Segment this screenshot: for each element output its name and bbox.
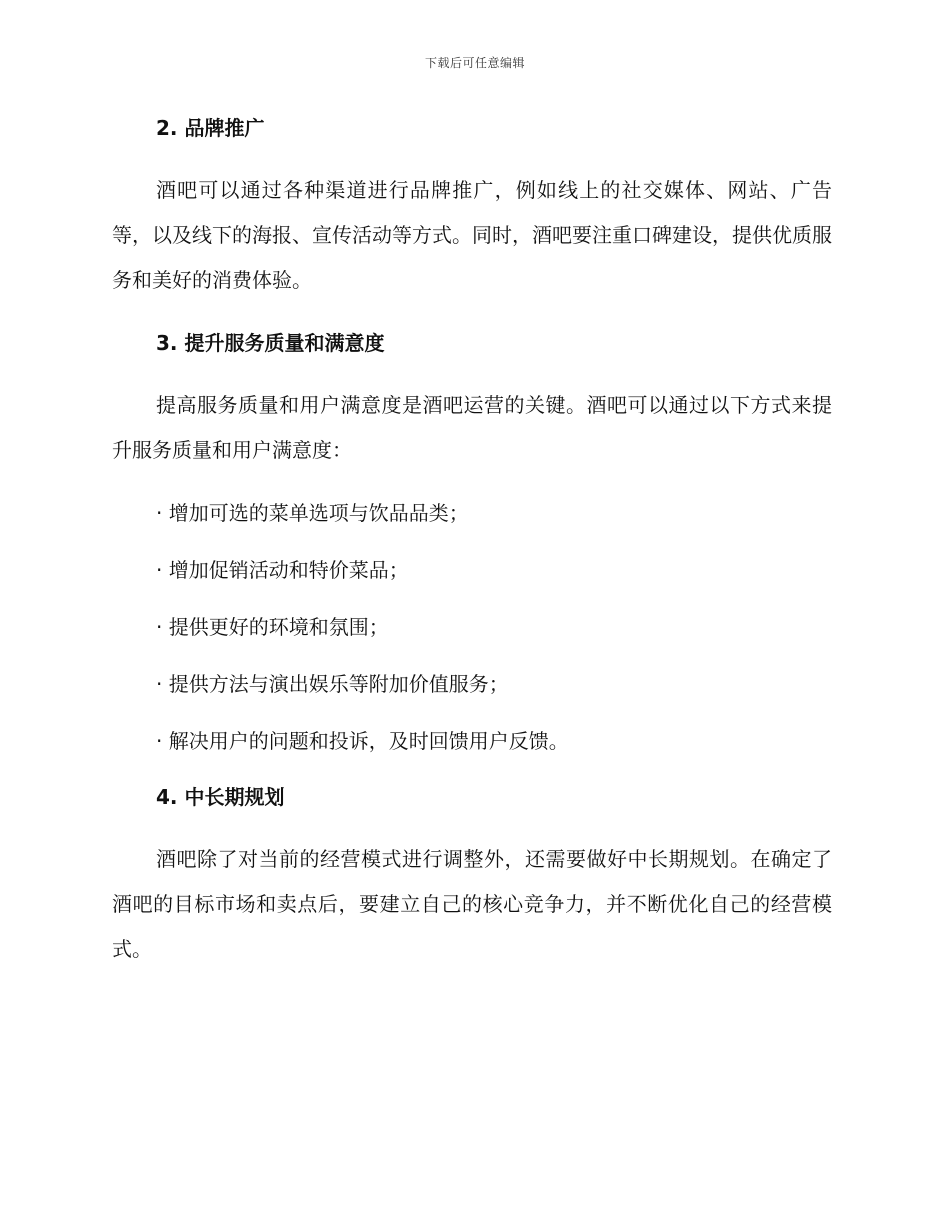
list-item: · 增加可选的菜单选项与饮品品类；: [156, 501, 469, 525]
section-heading-service: 3. 提升服务质量和满意度: [156, 331, 385, 355]
list-item: · 提供更好的环境和氛围；: [156, 615, 389, 639]
document-body: [112, 112, 832, 972]
section-paragraph-service: 提高服务质量和用户满意度是酒吧运营的关键。酒吧可以通过以下方式来提升服务质量和用户满意度：: [112, 393, 832, 462]
section-heading-brand: 2. 品牌推广: [156, 116, 265, 140]
list-item: · 提供方法与演出娱乐等附加价值服务；: [156, 672, 509, 696]
section-paragraph-planning: 酒吧除了对当前的经营模式进行调整外，还需要做好中长期规划。在确定了酒吧的目标市场和卖点后，要建立自己的核心竞争力，并不断优化自己的经营模式。: [112, 847, 832, 961]
list-item: · 解决用户的问题和投诉，及时回馈用户反馈。: [156, 729, 569, 753]
section-paragraph-brand: 酒吧可以通过各种渠道进行品牌推广，例如线上的社交媒体、网站、广告等，以及线下的海报、宣传活动等方式。同时，酒吧要注重口碑建设，提供优质服务和美好的消费体验。: [112, 178, 832, 292]
section-heading-planning: 4. 中长期规划: [156, 785, 285, 809]
list-item: · 增加促销活动和特价菜品；: [156, 558, 409, 582]
page-header: 下载后可任意编辑: [424, 56, 525, 70]
